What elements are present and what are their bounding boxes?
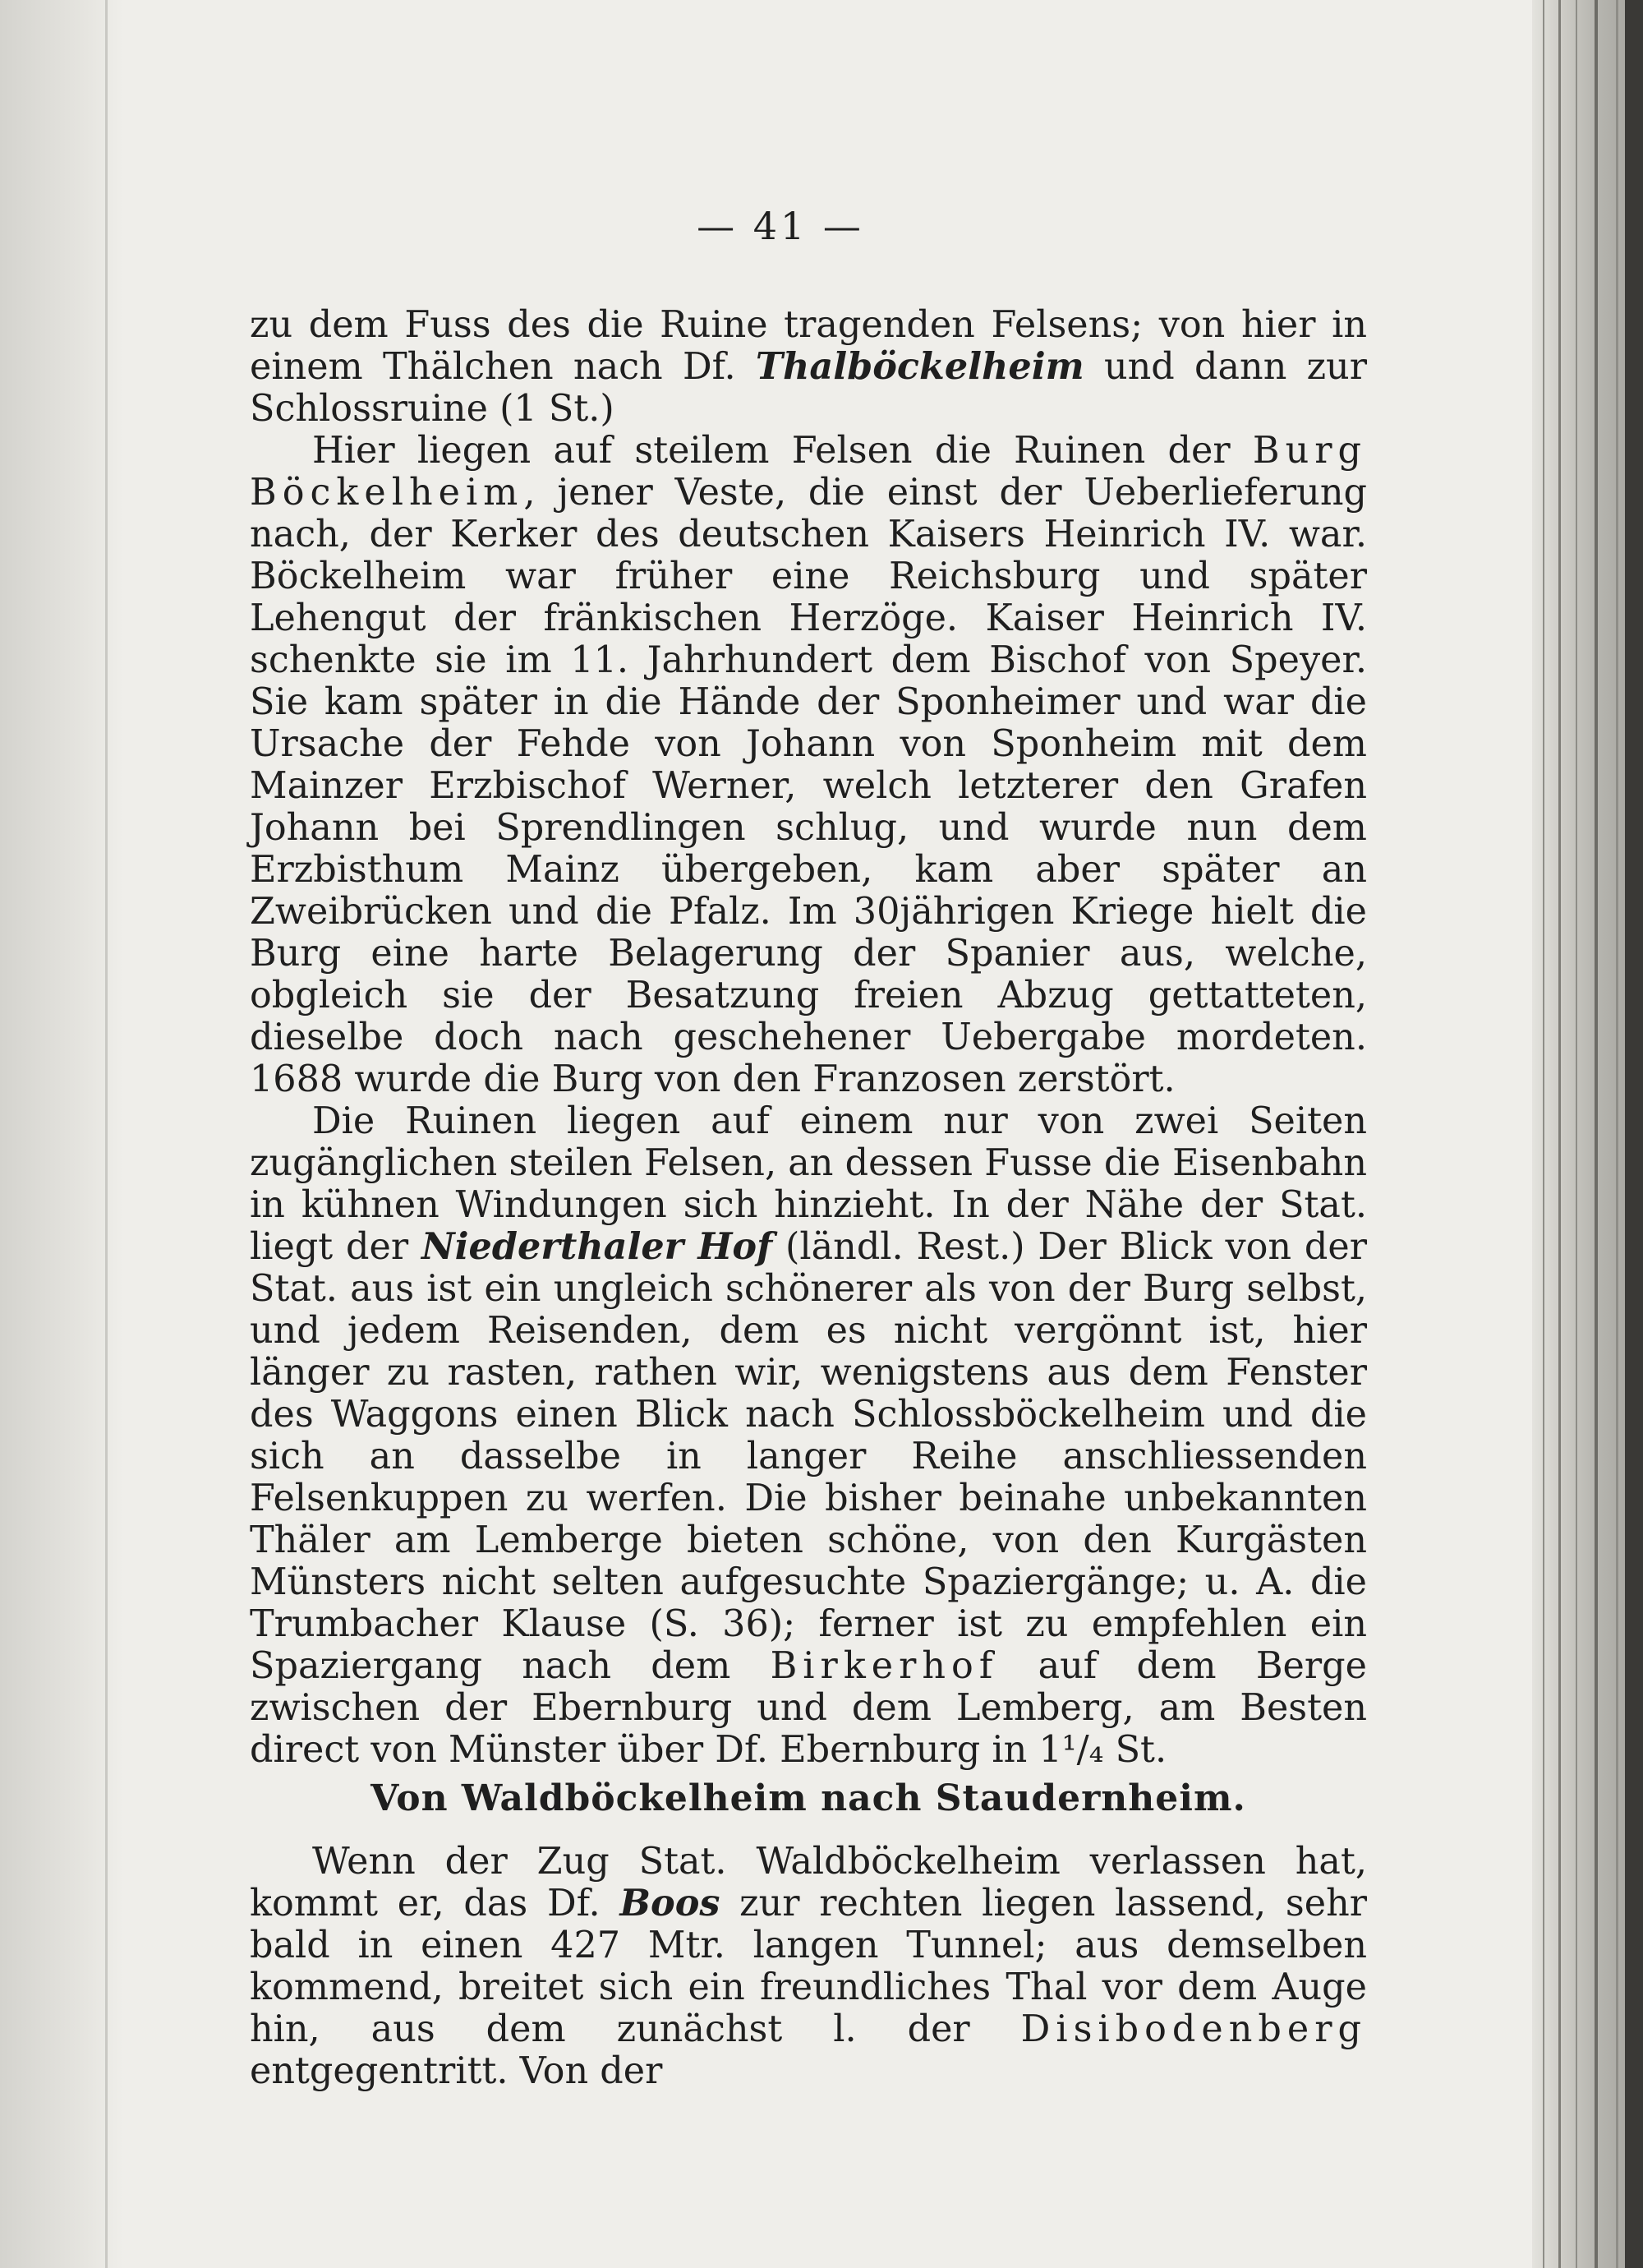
paragraph-4-text-b: zur rechten liegen lassend, sehr bald in einen 427 Mtr. langen Tunnel; aus demselben kommend, breitet sich ein freundliches Thal vor dem Auge hin, aus dem zunächst l. der <box>250 1883 1367 2050</box>
paragraph-2-text-b: , jener Veste, die einst der Ueberlieferung nach, der Kerker des deutschen Kaisers Heinrich IV. war. Böckelheim war früher eine Reichsburg und später Lehengut der fränkischen Herzöge. Kaiser Heinrich IV. schenkte sie im 11. Jahrhundert dem Bischof von Speyer. Sie kam später in die Hände der Sponheimer und war die Ursache der Fehde von Johann von Sponheim mit dem Mainzer Erzbischof Werner, welch letzterer den Grafen Johann bei Sprendlingen schlug, und wurde nun dem Erzbisthum Mainz übergeben, kam aber später an Zweibrücken und die Pfalz. Im 30jährigen Kriege hielt die Burg eine harte Belagerung der Spanier aus, welche, obgleich sie der Besatzung freien Abzug gettatteten, dieselbe doch nach geschehener Uebergabe mordeten. 1688 wurde die Burg von den Franzosen zerstört. <box>250 472 1367 1100</box>
place-niederthaler-hof: Niederthaler Hof <box>421 1225 773 1268</box>
place-boos: Boos <box>619 1882 720 1925</box>
page-edges <box>1532 0 1643 2268</box>
paragraph-3-text-a: Die Ruinen liegen auf einem nur von zwei Seiten zugänglichen steilen Felsen, an dessen Fusse die Eisenbahn in kühnen Windungen sich hinzieht. In der Nähe der Stat. liegt der <box>250 1100 1367 1268</box>
edge-line <box>1558 0 1561 2268</box>
book-cover-edge <box>1625 0 1643 2268</box>
burg-boeckelheim: Burg Böckelheim <box>250 430 1367 514</box>
paragraph-3-text-c: auf dem Berge zwischen der Ebernburg und dem Lemberg, am Besten direct von Münster über Df. Ebernburg in 1¹/₄ St. <box>250 1645 1367 1771</box>
paragraph-1 <box>250 304 1367 430</box>
paragraph-3 <box>250 1100 1367 1771</box>
body-text <box>250 304 1367 2092</box>
edge-line <box>1616 0 1618 2268</box>
paragraph-4-text-c: entgegentritt. Von der <box>250 2050 663 2092</box>
paragraph-4-text-a: Wenn der Zug Stat. Waldböckelheim verlassen hat, kommt er, das Df. <box>250 1841 1367 1925</box>
page-number: — 41 — <box>697 204 864 248</box>
place-thalboeckelheim: Thalböckelheim <box>755 345 1084 388</box>
paragraph-2 <box>250 430 1367 1100</box>
paragraph-1-text-b: und dann zur Schlossruine (1 St.) <box>250 346 1367 430</box>
gutter-fold-line <box>105 0 108 2268</box>
place-disibodenberg: Disibodenberg <box>1020 2008 1367 2050</box>
paragraph-1-text-a: zu dem Fuss des die Ruine tragenden Felsens; von hier in einem Thälchen nach Df. <box>250 304 1367 388</box>
paragraph-4 <box>250 1841 1367 2092</box>
place-birkerhof: Birkerhof <box>770 1645 999 1687</box>
edge-line <box>1595 0 1598 2268</box>
edge-line <box>1576 0 1577 2268</box>
paragraph-3-text-b: (ländl. Rest.) Der Blick von der Stat. aus ist ein ungleich schönerer als von der Burg selbst, und jedem Reisenden, dem es nicht vergönnt ist, hier länger zu rasten, rathen wir, wenigstens aus dem Fenster des Waggons einen Blick nach Schlossböckelheim und die sich an dasselbe in langer Reihe anschliessenden Felsenkuppen zu werfen. Die bisher beinahe unbekannten Thäler am Lemberge bieten schöne, von den Kurgästen Münsters nicht selten aufgesuchte Spaziergänge; u. A. die Trumbacher Klause (S. 36); ferner ist zu empfehlen ein Spaziergang nach dem <box>250 1226 1367 1687</box>
paragraph-2-text-a: Hier liegen auf steilem Felsen die Ruinen der <box>312 430 1253 472</box>
edge-line <box>1543 0 1544 2268</box>
section-heading: Von Waldböckelheim nach Staudernheim. <box>370 1777 1246 1819</box>
